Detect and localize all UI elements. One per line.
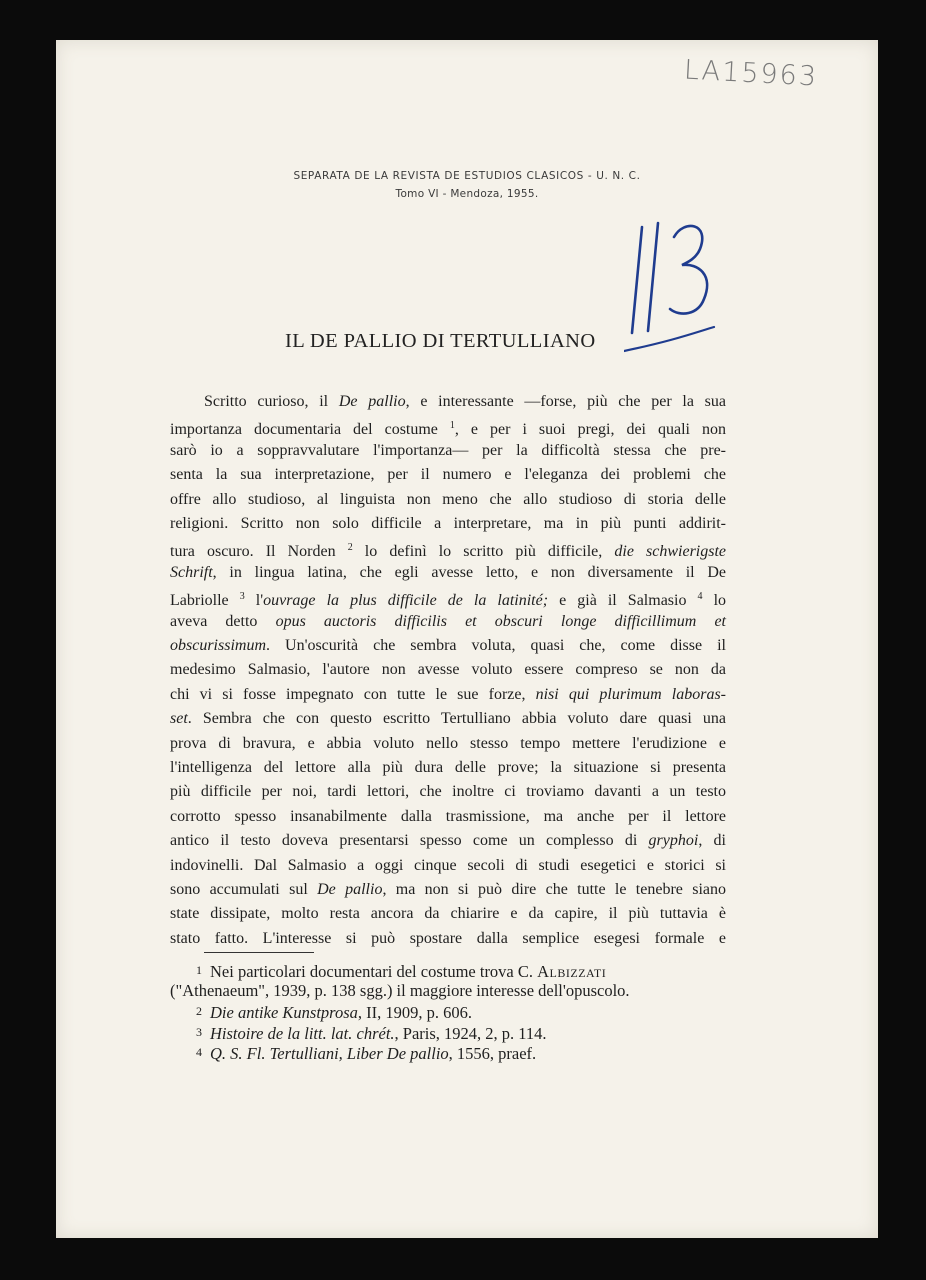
- text-run: ouvrage la plus difficile de la latinité;: [263, 592, 549, 610]
- text-run: , ma non si può dire che tutte le tenebre siano: [382, 881, 726, 898]
- text-run: Schrift: [170, 563, 213, 581]
- text-run: , e interessante —forse, più che per la sua: [405, 393, 727, 410]
- article-title: IL DE PALLIO DI TERTULLIANO: [285, 330, 596, 352]
- text-run: lo definì lo scritto più difficile,: [352, 543, 615, 561]
- text-run: l'intelligenza del lettore alla più dura delle prove; la situazione si presenta: [170, 759, 726, 776]
- text-run: Labriolle: [170, 592, 240, 610]
- body-line: [170, 658, 726, 682]
- body-line: [170, 634, 726, 658]
- text-run: Histoire de la litt. lat. chrét.: [210, 1023, 395, 1043]
- body-line: [170, 512, 726, 536]
- text-run: Albizzati: [537, 962, 607, 981]
- text-run: , II, 1909, p. 606.: [357, 1003, 473, 1022]
- text-run: gryphoi: [648, 832, 699, 850]
- text-run: die schwierigste: [614, 543, 727, 561]
- text-run: indovinelli. Dal Salmasio a oggi cinque secoli di studi esegetici e storici si: [170, 856, 726, 874]
- footnote-line: [170, 1042, 730, 1065]
- text-run: sarò io a soppravvalutare l'importanza— per la difficoltà stessa che pre-: [170, 441, 726, 459]
- body-line: [170, 756, 726, 780]
- text-run: religioni. Scritto non solo difficile a interpretare, ma in più punti addirit-: [170, 515, 726, 532]
- text-run: De pallio: [317, 881, 383, 898]
- footnote-line: [170, 1001, 730, 1024]
- body-line: [170, 902, 726, 926]
- text-run: ("Athenaeum", 1939, p. 138 sgg.) il maggiore interesse dell'opuscolo.: [170, 980, 630, 1000]
- body-line: [170, 683, 726, 707]
- footnote-ref: 4: [697, 591, 703, 603]
- text-run: , Paris, 1924, 2, p. 114.: [394, 1023, 547, 1043]
- footnote-number: 1: [196, 963, 202, 977]
- text-run: prova di bravura, e abbia voluto nello stesso tempo mettere l'erudizione e: [170, 734, 726, 752]
- text-run: De pallio: [338, 393, 406, 410]
- text-run: medesimo Salmasio, l'autore non avesse voluto essere compreso se non da: [170, 661, 726, 679]
- body-line: [170, 829, 726, 853]
- body-line: [170, 561, 726, 585]
- body-line: [170, 854, 726, 878]
- text-run: più difficile per noi, tardi lettori, che inoltre ci troviamo davanti a un testo: [170, 783, 726, 801]
- pencil-catalog-note: LA15963: [683, 54, 819, 93]
- text-run: state dissipate, molto resta ancora da chiarire e da capire, il più tuttavia è: [170, 905, 726, 923]
- text-run: lo: [702, 592, 727, 610]
- text-run: , di: [698, 832, 726, 850]
- footnote-ref: 3: [239, 591, 245, 603]
- text-run: Q. S. Fl. Tertulliani, Liber De pallio: [210, 1044, 449, 1063]
- text-run: senta la sua interpretazione, per il numero e l'eleganza dei problemi che: [170, 466, 726, 484]
- text-run: tura oscuro. Il Norden: [170, 543, 348, 561]
- footnote-ref: 2: [347, 542, 353, 554]
- footnote-number: 2: [196, 1004, 202, 1018]
- footnote-line: [170, 981, 730, 1002]
- text-run: Scritto curioso, il: [204, 393, 339, 410]
- footnote-number: 4: [196, 1045, 202, 1059]
- text-run: Die antike Kunstprosa: [210, 1003, 358, 1022]
- text-run: , 1556, praef.: [448, 1044, 537, 1063]
- journal-header-line-1: SEPARATA DE LA REVISTA DE ESTUDIOS CLASICOS - U. N. C.: [293, 170, 641, 182]
- text-run: opus auctoris difficilis et obscuri longe difficillimum et: [275, 612, 727, 630]
- text-run: l': [244, 592, 264, 610]
- text-run: aveva detto: [170, 612, 276, 630]
- body-line: [170, 390, 726, 414]
- body-line: [170, 878, 726, 902]
- text-run: offre allo studioso, al linguista non meno che allo studioso di storia delle: [170, 490, 726, 508]
- text-run: . Sembra che con questo escritto Tertulliano abbia voluto dare quasi una: [187, 710, 726, 728]
- text-run: , in lingua latina, che egli avesse letto, e non diversamente il De: [212, 563, 726, 581]
- text-run: sono accumulati sul: [170, 881, 318, 898]
- text-run: set: [170, 710, 188, 728]
- footnote-number: 3: [196, 1024, 202, 1039]
- text-run: chi vi si fosse impegnato con tutte le sue forze,: [170, 685, 536, 703]
- body-line: [170, 463, 726, 487]
- footnote-line: [170, 960, 730, 983]
- footnote-line: [170, 1022, 730, 1045]
- body-line: [170, 439, 726, 463]
- text-run: importanza documentaria del costume: [170, 421, 450, 439]
- footnote-rule: [204, 952, 314, 953]
- footnote-ref: 1: [449, 420, 455, 432]
- text-run: antico il testo doveva presentarsi spesso come un complesso di: [170, 832, 649, 850]
- journal-header-line-2: Tomo VI - Mendoza, 1955.: [395, 188, 539, 200]
- text-run: corrotto spesso insanabilmente dalla trasmissione, ma anche per il lettore: [170, 807, 726, 825]
- text-run: nisi qui plurimum laboras-: [535, 685, 726, 703]
- body-line: [170, 610, 726, 634]
- text-run: , e per i suoi pregi, dei quali non: [454, 421, 727, 439]
- body-line: [170, 488, 726, 512]
- text-run: . Un'oscurità che sembra voluta, quasi che, come disse il: [266, 637, 726, 654]
- text-run: obscurissimum: [170, 637, 267, 654]
- body-line: [170, 707, 726, 731]
- body-line: [170, 780, 726, 804]
- text-run: e già il Salmasio: [548, 592, 698, 610]
- text-run: Nei particolari documentari del costume trova C.: [210, 962, 538, 981]
- document-page: [56, 40, 878, 1238]
- body-line: [170, 732, 726, 756]
- body-line: [170, 927, 726, 951]
- body-line: [170, 805, 726, 829]
- handwritten-number-113: [624, 215, 724, 355]
- text-run: stato fatto. L'interesse si può spostare dalla semplice esegesi formale e: [170, 929, 726, 947]
